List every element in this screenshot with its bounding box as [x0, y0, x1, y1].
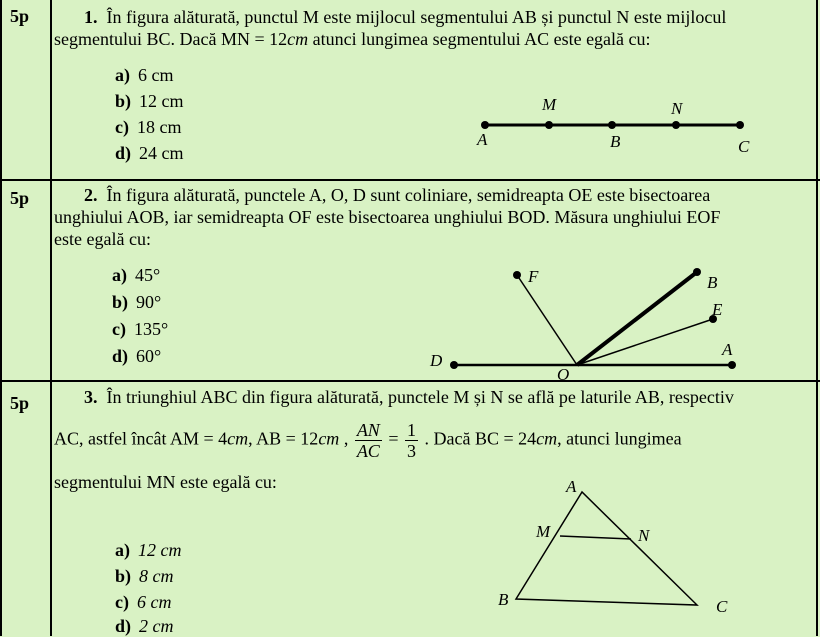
point-c — [736, 121, 744, 129]
point-m — [545, 121, 553, 129]
label-n: N — [671, 99, 683, 118]
row-divider-2 — [0, 380, 820, 382]
label-b: B — [707, 273, 718, 292]
ray-oe — [577, 319, 713, 365]
q2-text-line3: este egală cu: — [54, 229, 151, 249]
label-o: O — [557, 365, 570, 380]
q2-option-d[interactable]: d) 60° — [112, 346, 162, 366]
q1-text-line1: În figura alăturată, punctul M este mijlocul segmentului AB și punctul N este mijlocul — [106, 7, 727, 27]
table-border-right — [816, 0, 818, 636]
label-c: C — [716, 597, 728, 616]
q2-option-b[interactable]: b) 90° — [112, 292, 162, 312]
points-label-q1: 5p — [10, 6, 30, 26]
q1-option-b[interactable]: b) 12 cm — [115, 91, 184, 111]
q1-option-c[interactable]: c) 18 cm — [115, 117, 182, 137]
q2-option-a[interactable]: a) 45° — [112, 265, 161, 285]
q3-option-a[interactable]: a) 12 cm — [115, 540, 182, 560]
q1-number: 1. — [84, 7, 98, 27]
q2-option-c[interactable]: c) 135° — [112, 319, 169, 339]
label-a: A — [477, 130, 488, 149]
label-a: A — [566, 477, 577, 496]
q1-segment-figure — [460, 90, 760, 165]
points-label-q3: 5p — [10, 393, 30, 413]
table-column-divider — [50, 0, 52, 636]
q1-option-d[interactable]: d) 24 cm — [115, 143, 184, 163]
triangle-abc — [516, 492, 697, 605]
q2-angles-figure — [420, 262, 760, 380]
point-f — [513, 271, 521, 279]
ray-of — [517, 275, 577, 365]
points-label-q2: 5p — [10, 188, 30, 208]
q3-triangle-figure — [490, 475, 750, 625]
label-c: C — [738, 137, 750, 156]
label-b: B — [610, 132, 621, 151]
label-f: F — [528, 267, 539, 286]
point-d — [450, 361, 458, 369]
point-b — [693, 268, 701, 276]
q3-text-line2: AC, astfel încât AM = 4cm, AB = 12cm , $\frac{AN}{AC}$ = $\frac{1}{3}$ . Dacă BC = 24cm, atunci lungimea — [54, 420, 682, 461]
q3-option-d[interactable]: d) 2 cm — [115, 616, 174, 636]
label-m: M — [542, 95, 557, 114]
table-border-left — [0, 0, 2, 636]
label-e: E — [712, 300, 723, 319]
label-d: D — [430, 351, 443, 370]
q1-statement — [54, 6, 804, 50]
label-n: N — [638, 526, 650, 545]
row-divider-1 — [0, 179, 820, 181]
point-a — [728, 361, 736, 369]
label-m: M — [536, 522, 551, 541]
q3-text-line3: segmentului MN este egală cu: — [54, 472, 277, 492]
q2-text-line2: unghiului AOB, iar semidreapta OF este bisectoarea unghiului BOD. Măsura unghiului EOF — [54, 207, 721, 227]
q1-text-line2: segmentului BC. Dacă MN = 12 — [54, 29, 288, 49]
q2-text-line1: În figura alăturată, punctele A, O, D sunt coliniare, semidreapta OE este bisectoarea — [106, 185, 711, 205]
q2-statement — [54, 184, 804, 250]
q3-fraction-one-third: $\frac{1}{3}$ — [406, 420, 416, 461]
q3-option-c[interactable]: c) 6 cm — [115, 592, 172, 612]
q1-text-line2b: atunci lungimea segmentului AC este egală cu: — [308, 29, 651, 49]
q3-option-b[interactable]: b) 8 cm — [115, 566, 174, 586]
label-b: B — [498, 590, 509, 609]
q2-number: 2. — [84, 185, 98, 205]
point-b — [608, 121, 616, 129]
q1-option-a[interactable]: a) 6 cm — [115, 65, 174, 85]
label-a: A — [722, 340, 733, 359]
q1-unit: cm — [287, 29, 309, 49]
segment-mn — [560, 536, 631, 539]
ray-ob — [577, 272, 697, 365]
q3-text-line1: În triunghiul ABC din figura alăturată, punctele M și N se află pe laturile AB, respectiv — [106, 387, 734, 407]
q3-fraction-an-ac: $\frac{AN}{AC}$ — [356, 420, 380, 461]
q3-number: 3. — [84, 387, 98, 407]
point-a — [481, 121, 489, 129]
point-n — [672, 121, 680, 129]
